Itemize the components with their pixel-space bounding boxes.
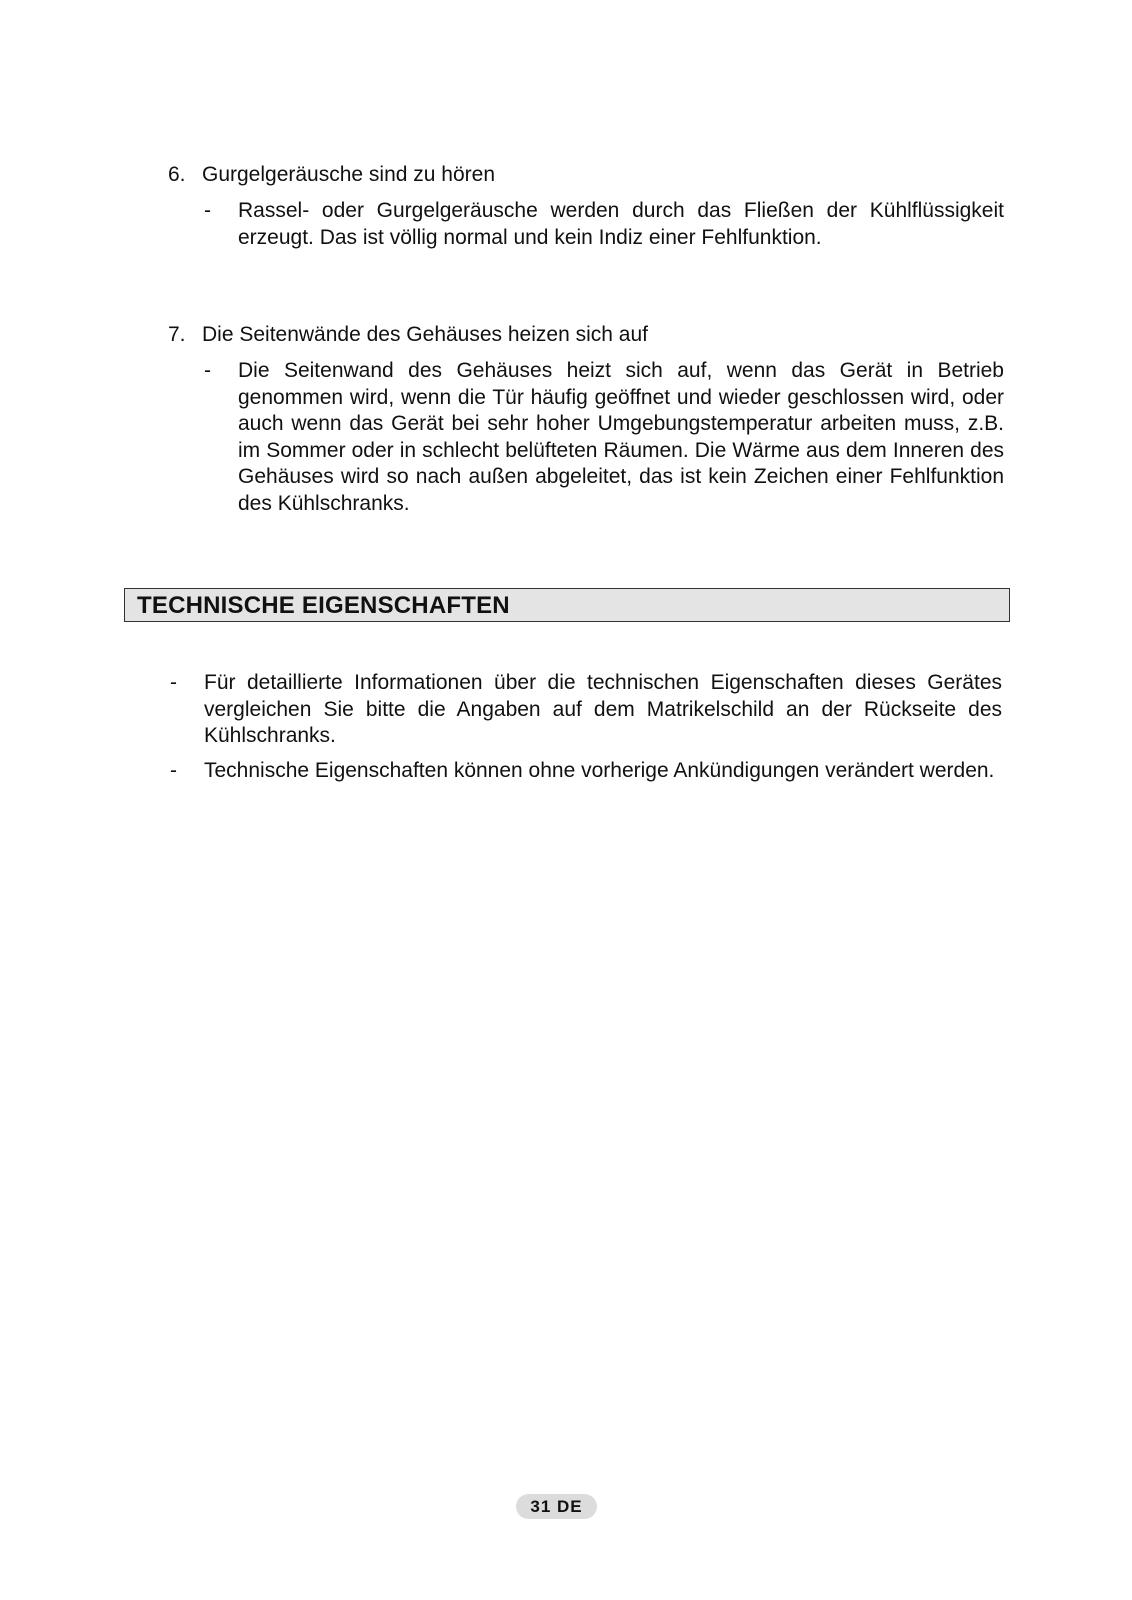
spec-bullet-2 — [170, 758, 1002, 785]
spec-bullet-1 — [170, 670, 1002, 750]
item-number: 7. — [168, 323, 186, 346]
bullet-text: Technische Eigenschaften können ohne vorherige Ankündigungen verändert werden. — [204, 759, 995, 782]
troubleshooting-item-7-detail — [204, 358, 1004, 517]
bullet-dash: - — [204, 199, 211, 222]
bullet-dash: - — [170, 759, 177, 782]
item-detail-text: Rassel- oder Gurgelgeräusche werden durch das Fließen der Kühlflüssigkeit erzeugt. Das ist völlig normal und kein Indiz einer Fehlfunktion. — [238, 199, 1004, 249]
bullet-dash: - — [204, 359, 211, 382]
bullet-dash: - — [170, 671, 177, 694]
item-number: 6. — [168, 163, 186, 186]
section-title: TECHNISCHE EIGENSCHAFTEN — [137, 592, 510, 619]
troubleshooting-item-7-heading — [168, 322, 998, 349]
troubleshooting-item-6-detail — [204, 198, 1004, 251]
item-title: Gurgelgeräusche sind zu hören — [202, 163, 496, 186]
page-number-badge: 31 DE — [516, 1494, 597, 1519]
section-heading-box — [124, 588, 1010, 622]
bullet-text: Für detaillierte Informationen über die technischen Eigenschaften dieses Gerätes vergleichen Sie bitte die Angaben auf dem Matrikelschild an der Rückseite des Kühlschranks. — [204, 671, 1002, 747]
troubleshooting-item-6-heading — [168, 162, 998, 189]
item-title: Die Seitenwände des Gehäuses heizen sich auf — [202, 323, 648, 346]
item-detail-text: Die Seitenwand des Gehäuses heizt sich auf, wenn das Gerät in Betrieb genommen wird, wenn die Tür häufig geöffnet und wieder geschlossen wird, oder auch wenn das Gerät bei sehr hoher Umgebungstemperatur arbeiten muss, z.B. im Sommer oder in schlecht belüfteten Räumen. Die Wärme aus dem Inneren des Gehäuses wird so nach außen abgeleitet, das ist kein Zeichen einer Fehlfunktion des Kühlschranks. — [238, 359, 1004, 515]
